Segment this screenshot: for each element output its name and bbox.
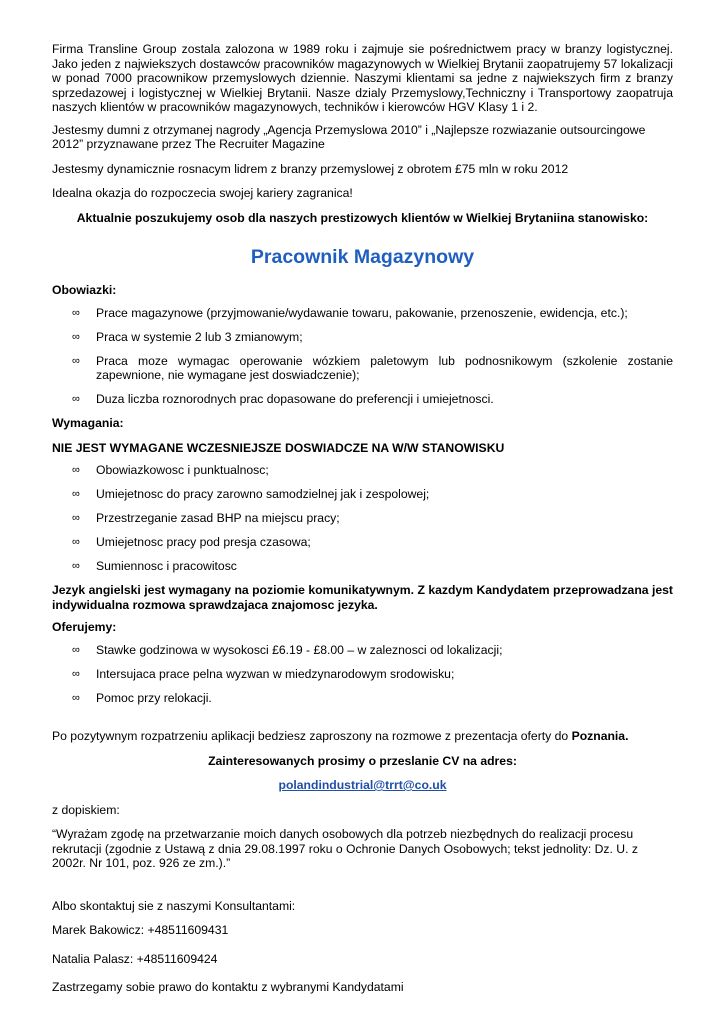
job-title: Pracownik Magazynowy — [250, 246, 475, 268]
infinity-bullet-icon: ∞ — [72, 354, 80, 367]
duty-item — [52, 392, 673, 407]
offer-item — [52, 691, 673, 706]
duty-item — [52, 330, 673, 345]
opportunity-paragraph: Idealna okazja do rozpoczecia swojej kariery zagranica! — [52, 186, 353, 200]
infinity-bullet-icon: ∞ — [72, 536, 80, 548]
infinity-bullet-icon: ∞ — [72, 393, 80, 405]
consent-clause: “Wyrażam zgodę na przetwarzanie moich danych osobowych dla potrzeb niezbędnych do realizacji procesu rekrutacji (zgodnie z Ustawą z dnia 29.08.1997 roku o Ochronie Danych Osobowych; tekst jednolity: Dz. U. z 2002r. Nr 101, poz. 926 ze zm.).” — [52, 827, 638, 870]
requirements-list — [52, 463, 673, 574]
offer-item — [52, 667, 673, 682]
requirement-text: Przestrzeganie zasad BHP na miejscu pracy; — [96, 511, 340, 525]
requirement-text: Obowiazkowosc i punktualnosc; — [96, 463, 269, 477]
requirement-text: Sumiennosc i pracowitosc — [96, 559, 237, 573]
offer-heading: Oferujemy: — [52, 620, 117, 634]
send-cv-instruction: Zainteresowanych prosimy o przeslanie CV na adres: — [208, 753, 517, 768]
requirements-heading: Wymagania: — [52, 416, 124, 430]
infinity-bullet-icon: ∞ — [72, 643, 80, 656]
requirement-item — [52, 463, 673, 478]
duty-text: Duza liczba roznorodnych prac dopasowane do preferencji i umiejetnosci. — [96, 392, 494, 406]
duty-text: Prace magazynowe (przyjmowanie/wydawanie towaru, pakowanie, przenoszenie, ewidencja, etc.); — [96, 305, 628, 320]
requirement-item — [52, 511, 673, 526]
interview-text: Po pozytywnym rozpatrzeniu aplikacji bedziesz zaproszony na rozmowe z prezentacja oferty do — [52, 729, 572, 743]
interview-city: Poznania. — [571, 729, 629, 743]
infinity-bullet-icon: ∞ — [72, 464, 80, 476]
email-link[interactable]: polandindustrial@trrt@co.uk — [278, 778, 447, 792]
no-experience-notice: NIE JEST WYMAGANE WCZESNIEJSZE DOSWIADCZE NA W/W STANOWISKU — [52, 440, 505, 455]
requirement-item — [52, 487, 673, 502]
requirement-text: Umiejetnosc pracy pod presja czasowa; — [96, 535, 311, 549]
duty-item — [52, 306, 673, 321]
offer-text: Intersujaca prace pelna wyzwan w miedzynarodowym srodowisku; — [96, 666, 455, 681]
contact-person: Marek Bakowicz: +48511609431 — [52, 923, 229, 937]
english-requirement: Jezyk angielski jest wymagany na poziomie komunikatywnym. Z kazdym Kandydatem przeprowadzana jest indywidualna rozmowa sprawdzajaca znajomosc jezyka. — [52, 583, 673, 612]
offer-list — [52, 643, 673, 706]
contact-intro: Albo skontaktuj sie z naszymi Konsultantami: — [52, 898, 296, 913]
duties-heading: Obowiazki: — [52, 283, 117, 297]
offer-text: Stawke godzinowa w wysokosci £6.19 - £8.00 – w zaleznosci od lokalizacji; — [96, 642, 503, 657]
duties-list — [52, 306, 673, 407]
infinity-bullet-icon: ∞ — [72, 667, 80, 680]
infinity-bullet-icon: ∞ — [72, 488, 80, 500]
duty-text: Praca moze wymagac operowanie wózkiem paletowym lub podnosnikowym (szkolenie zostanie zapewnione, nie wymagane jest doswiadczenie); — [96, 353, 673, 382]
requirement-item — [52, 559, 673, 574]
duty-text: Praca w systemie 2 lub 3 zmianowym; — [96, 329, 303, 344]
awards-paragraph: Jestesmy dumni z otrzymanej nagrody „Agencja Przemyslowa 2010” i „Najlepsze rozwiazanie outsourcingowe 2012” przyznawane przez The Recruiter Magazine — [52, 122, 646, 151]
interview-paragraph — [52, 729, 673, 744]
growth-paragraph: Jestesmy dynamicznie rosnacym lidrem z branzy przemyslowej z obrotem £75 mln w roku 2012 — [52, 161, 569, 176]
contact-person: Natalia Palasz: +48511609424 — [52, 951, 218, 966]
infinity-bullet-icon: ∞ — [72, 691, 80, 704]
infinity-bullet-icon: ∞ — [72, 330, 80, 343]
disclaimer: Zastrzegamy sobie prawo do kontaktu z wybranymi Kandydatami — [52, 980, 404, 994]
note-label: z dopiskiem: — [52, 802, 120, 817]
offer-item — [52, 643, 673, 658]
searching-statement: Aktualnie poszukujemy osob dla naszych prestizowych klientów w Wielkiej Brytaniina stanowisko: — [76, 210, 649, 225]
offer-text: Pomoc przy relokacji. — [96, 690, 212, 705]
infinity-bullet-icon: ∞ — [72, 512, 80, 524]
requirement-item — [52, 535, 673, 550]
company-intro-paragraph: Firma Transline Group zostala zalozona w 1989 roku i zajmuje sie pośrednictwem pracy w branzy logistycznej. Jako jeden z najwiekszych dostawców pracowników magazynowych w Wielkiej Brytanii zaopatrujemy 57 lokalizacji w ponad 7000 pracownikow przemyslowych dziennie. Naszymi klientami sa jedne z najwiekszych firm z branzy sprzedazowej i logistycznej w Wielkiej Brytanii. Nasze dzialy Przemyslowy,Techniczny i Transportowy zaopatruja naszych klientów w pracowników magazynowych, techników i kierowców HGV Klasy 1 i 2. — [52, 42, 673, 114]
duty-item — [52, 354, 673, 383]
infinity-bullet-icon: ∞ — [72, 560, 80, 572]
requirement-text: Umiejetnosc do pracy zarowno samodzielnej jak i zespolowej; — [96, 487, 430, 501]
document-body — [52, 42, 673, 995]
infinity-bullet-icon: ∞ — [72, 306, 80, 319]
email-line — [52, 778, 673, 793]
